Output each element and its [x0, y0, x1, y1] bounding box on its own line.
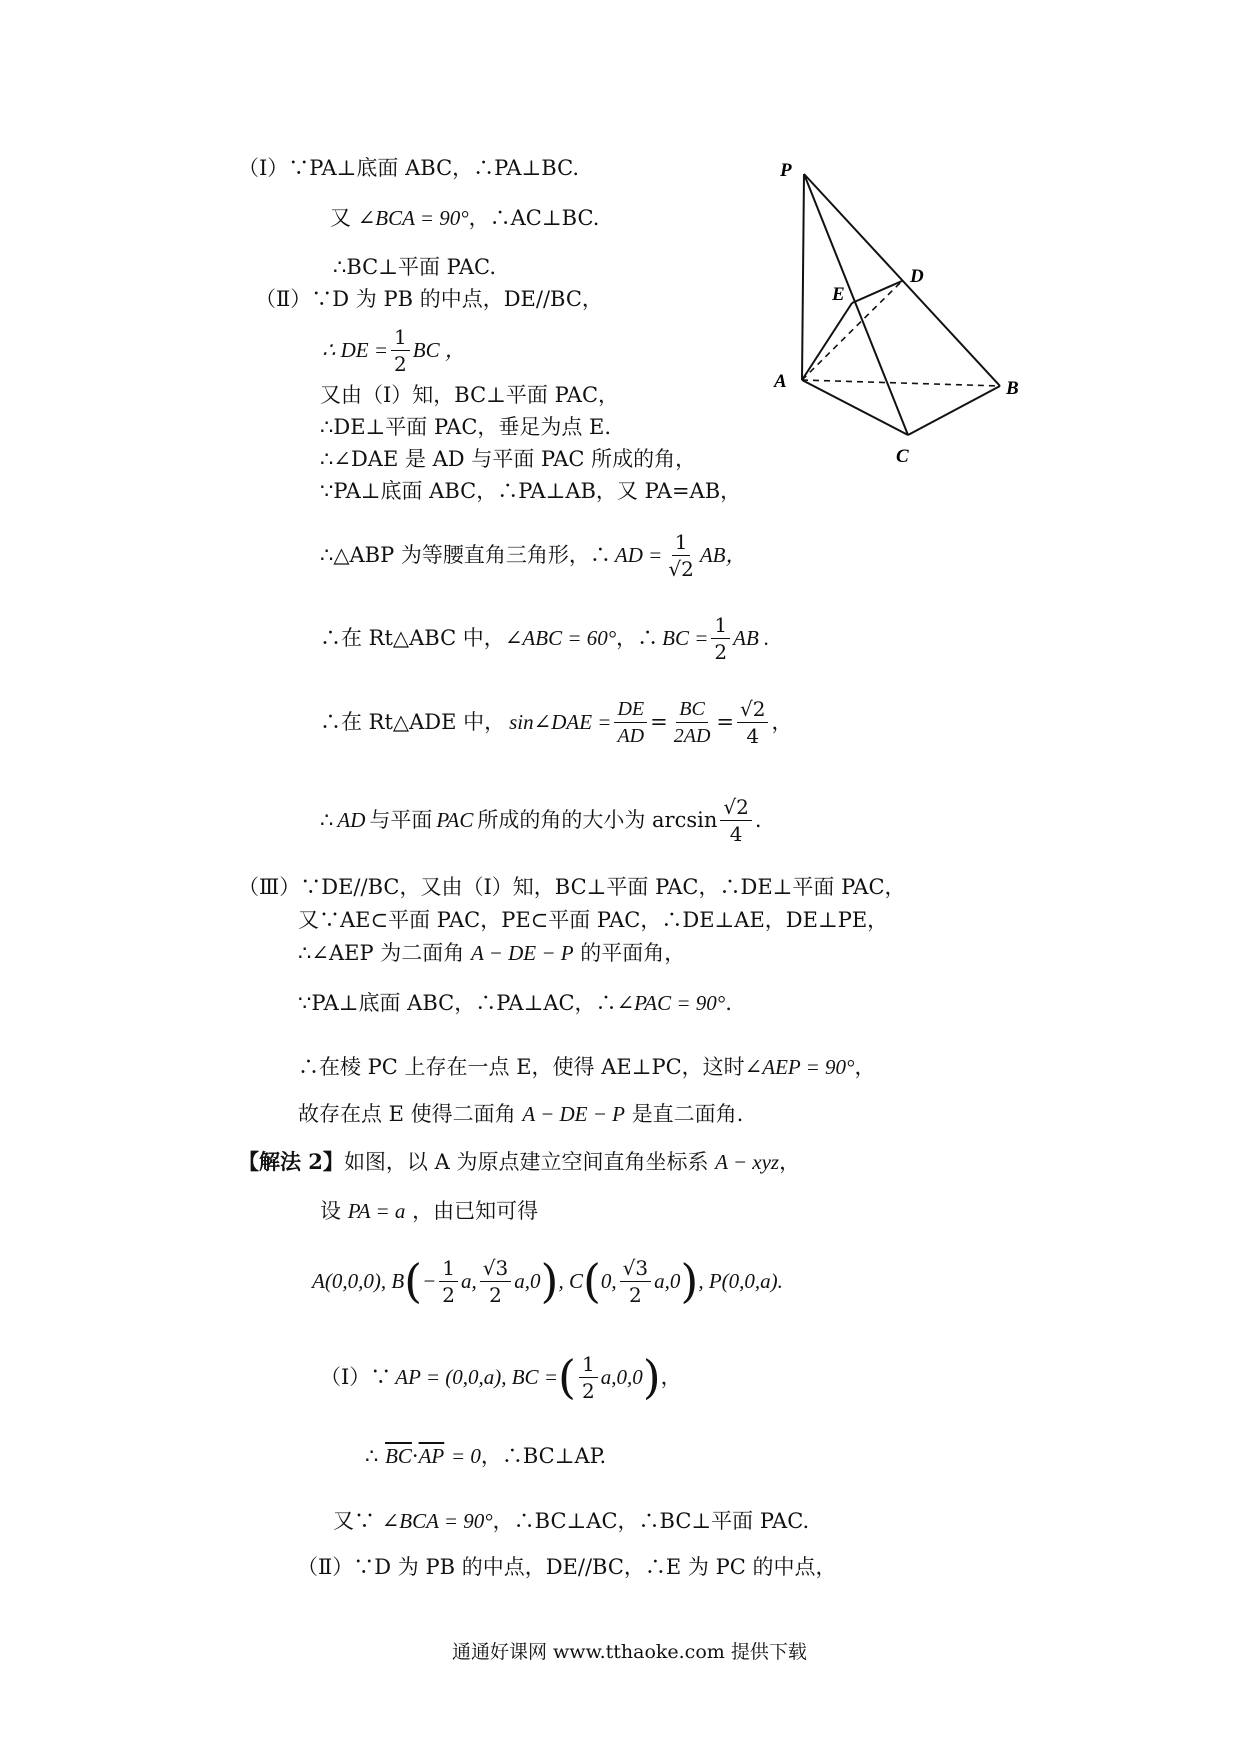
fraction: $\frac{1}{2}$	[391, 326, 410, 375]
edge-bc	[908, 386, 1000, 435]
sol1-part3-line6: 故存在点 E 使得二面角 A − DE − P 是直二面角.	[298, 1102, 744, 1126]
sol2-part1-line2: ∴ $\overline{BC}\cdot\overline{AP} = 0$，∴BC⊥AP.	[365, 1444, 607, 1468]
edge-ae	[802, 303, 852, 380]
sol2-line1: 【解法 2】如图，以 A 为原点建立空间直角坐标系 A − xyz，	[238, 1149, 801, 1174]
fraction: $\frac{1}{2}$	[711, 614, 730, 663]
label-e: E	[832, 284, 845, 305]
fraction: $\frac{DE}{AD}$	[614, 698, 647, 747]
fraction: $\frac{√3}{2}$	[480, 1257, 511, 1306]
sol1-part1-line2: 又 ∠BCA = 90°，∴AC⊥BC.	[330, 206, 600, 230]
sol1-part3-line3: ∴∠AEP 为二面角 A − DE − P 的平面角，	[298, 941, 686, 965]
sol2-part1-line3: 又∵ ∠BCA = 90°，∴BC⊥AC，∴BC⊥平面 PAC.	[333, 1509, 810, 1533]
fraction: $\frac{√2}{4}$	[720, 796, 751, 845]
fraction: $\frac{1}{2}$	[579, 1353, 598, 1402]
sol1-part2-line7: ∴△ABP 为等腰直角三角形，∴ AD = $\frac{1}{√2}$ AB，	[320, 529, 747, 581]
vector-ap: $\overline{AP}$	[418, 1444, 445, 1468]
fraction: $\frac{1}{√2}$	[668, 529, 694, 581]
page-footer: 通通好课网 www.tthaoke.com 提供下载	[452, 1641, 807, 1663]
edge-ac	[802, 380, 908, 435]
fraction: $\frac{BC}{2AD}$	[673, 697, 711, 747]
sol1-part2-line3: 又由（Ⅰ）知，BC⊥平面 PAC，	[320, 383, 620, 407]
edge-pc	[804, 174, 908, 435]
edge-pa	[802, 174, 804, 380]
fraction: $\frac{1}{2}$	[439, 1257, 458, 1306]
fraction: $\frac{√3}{2}$	[620, 1257, 651, 1306]
label-a: A	[774, 371, 787, 392]
sol1-part2-line4: ∴DE⊥平面 PAC，垂足为点 E.	[320, 415, 612, 439]
sol2-part1-line1: （Ⅰ）∵ AP = (0,0,a), BC = ( $\frac{1}{2}$ a,0,0 ) ，	[320, 1350, 682, 1404]
pyramid-figure	[760, 160, 1050, 470]
sol1-part2-line8: ∴在 Rt△ABC 中， ∠ABC = 60° ，∴ BC = $\frac{1}{2}$ AB .	[320, 612, 770, 664]
sol1-part2-line1: （Ⅱ）∵D 为 PB 的中点，DE//BC，	[255, 287, 603, 311]
sol1-part1-line3: ∴BC⊥平面 PAC.	[333, 255, 497, 279]
label-b: B	[1006, 378, 1019, 399]
sol2-part2-line1: （Ⅱ）∵D 为 PB 的中点，DE//BC，∴E 为 PC 的中点，	[297, 1555, 837, 1579]
sol1-part3-line1: （Ⅲ）∵DE//BC，又由（Ⅰ）知，BC⊥平面 PAC，∴DE⊥平面 PAC，	[238, 875, 906, 899]
edge-ab-hidden	[802, 380, 1000, 386]
sol1-part3-line4: ∵PA⊥底面 ABC，∴PA⊥AC，∴∠PAC = 90°.	[298, 991, 732, 1015]
sol1-part2-line9: ∴在 Rt△ADE 中， sin∠DAE = $\frac{DE}{AD}$ = $\frac{BC}{2AD}$ = $\frac{√2}{4}$ ，	[320, 696, 793, 748]
label-d: D	[910, 266, 924, 287]
sol1-part2-line2: ∴ DE = $\frac{1}{2}$ BC ，	[322, 324, 466, 376]
sol1-part2-line10: ∴ AD 与平面 PAC 所成的角的大小为 arcsin $\frac{√2}{4}$ .	[320, 794, 762, 846]
sol1-part3-line2: 又∵AE⊂平面 PAC，PE⊂平面 PAC，∴DE⊥AE，DE⊥PE，	[298, 908, 889, 932]
edge-pb	[804, 174, 1000, 386]
sol2-label: 【解法 2】	[238, 1149, 344, 1174]
sol1-part2-line6: ∵PA⊥底面 ABC，∴PA⊥AB，又 PA=AB，	[320, 479, 742, 503]
edge-ed	[852, 281, 902, 303]
sol1-part3-line5: ∴在棱 PC 上存在一点 E，使得 AE⊥PC，这时∠AEP = 90°，	[298, 1055, 876, 1079]
sol2-coordinates: A(0,0,0), B ( − $\frac{1}{2}$ a, $\frac{√3}{2}$ a,0 ) , C ( 0, $\frac{√3}{2}$ a,0 ) , P(0,0,a).	[312, 1254, 783, 1308]
label-p: P	[780, 160, 792, 181]
sol1-part1-line1: （Ⅰ）∵PA⊥底面 ABC，∴PA⊥BC.	[238, 156, 580, 180]
sol2-line2: 设 PA = a ，由已知可得	[320, 1199, 539, 1223]
fraction: $\frac{√2}{4}$	[737, 698, 768, 747]
label-c: C	[896, 446, 909, 467]
sol1-part2-line5: ∴∠DAE 是 AD 与平面 PAC 所成的角，	[320, 447, 697, 471]
vector-bc: $\overline{BC}$	[385, 1444, 412, 1468]
